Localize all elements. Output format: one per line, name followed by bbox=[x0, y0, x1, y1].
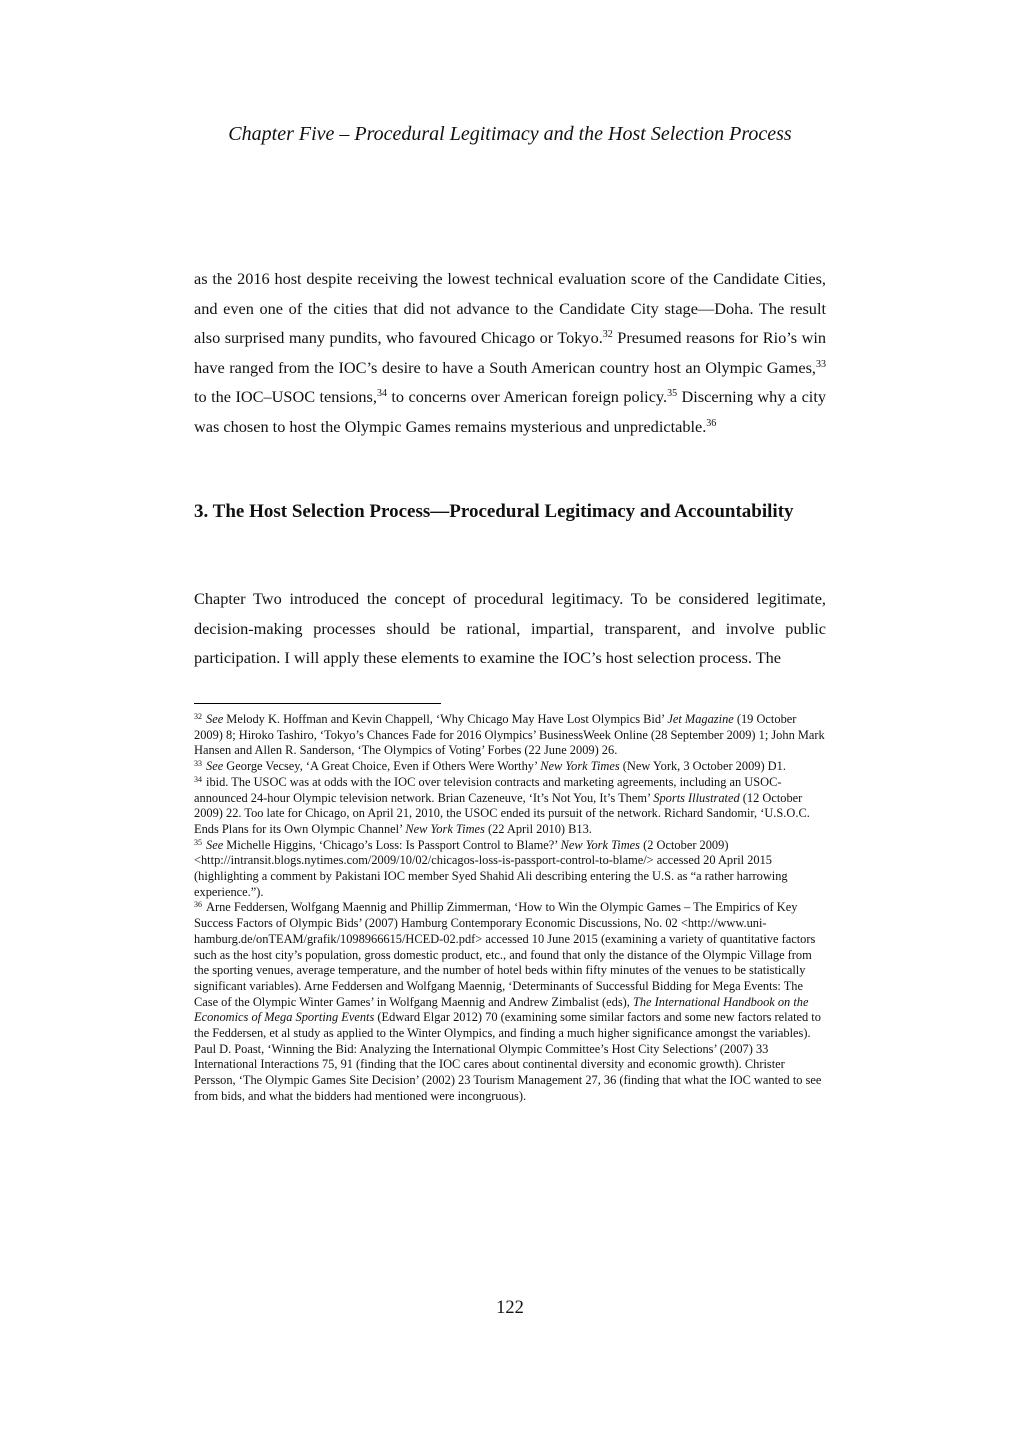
signal-word: See bbox=[206, 837, 224, 852]
footnote-text: Melody K. Hoffman and Kevin Chappell, ‘Why Chicago May Have Lost Olympics Bid’ bbox=[223, 712, 668, 726]
body-paragraph-2: Chapter Two introduced the concept of procedural legitimacy. To be considered legitimate, decision-making processes should be rational, impartial, transparent, and involve public participation. I will apply these elements to examine the IOC’s host selection process. The bbox=[194, 589, 826, 668]
footnote-text: Michelle Higgins, ‘Chicago’s Loss: Is Passport Control to Blame?’ bbox=[223, 837, 561, 852]
footnote-number: 36 bbox=[194, 900, 202, 910]
footnote-ref-34[interactable]: 34 bbox=[376, 388, 387, 400]
paragraph-text: as the 2016 host despite receiving the lowest technical evaluation score of the Candidate Cities, and even one of the cities that did not advance to the Candidate City stage—Doha. The result also surprised many pundits, who favoured Chicago or Tokyo. bbox=[194, 269, 826, 348]
footnote-35 bbox=[194, 838, 826, 901]
footnote-text: Arne Feddersen, Wolfgang Maennig and Phillip Zimmerman, ‘How to Win the Olympic Games – The Empirics of Key Success Factors of Olympic Bids’ (2007) Hamburg Contemporary Economic Discussions, No. 02 <http://www.uni-hamburg.de/onTEAM/grafik/1098966615/HCED-02.pdf> accessed 10 June 2015 (examining a variety of quantitative factors such as the host city’s population, gross domestic product, etc., and found that only the distance of the Olympic Village from the sporting venues, average temperature, and the number of hotel beds within fifty minutes of the venues to be statistically significant variables). Arne Feddersen and Wolfgang Maennig, ‘Determinants of Successful Bidding for Mega Events: The Case of the Olympic Winter Games’ in Wolfgang Maennig and Andrew Zimbalist (eds), bbox=[194, 900, 816, 1009]
paragraph-text: Discerning why a city was chosen to host the Olympic Games remains mysterious and unpredictable. bbox=[194, 387, 826, 436]
footnote-italic: New York Times bbox=[405, 821, 485, 836]
footnote-34 bbox=[194, 775, 826, 838]
footnote-ref-35[interactable]: 35 bbox=[667, 388, 678, 400]
paragraph-text: to concerns over American foreign policy. bbox=[386, 387, 668, 407]
section-heading: 3. The Host Selection Process—Procedural Legitimacy and Accountability bbox=[194, 501, 794, 522]
footnote-ref-36[interactable]: 36 bbox=[706, 417, 717, 429]
footnote-separator bbox=[194, 703, 441, 704]
paragraph-text: to the IOC–USOC tensions, bbox=[194, 387, 377, 407]
footnote-text: ibid. The USOC was at odds with the IOC over television contracts and marketing agreements, including an USOC-announced 24-hour Olympic television network. Brian Cazeneuve, ‘It’s Not You, It’s Them’ bbox=[194, 774, 782, 805]
footnote-text: (Edward Elgar 2012) 70 (examining some similar factors and some new factors related to the Feddersen, et al study as applied to the Winter Olympics, and finding a much higher significance amongst the variables). Paul D. Poast, ‘Winning the Bid: Analyzing the International Olympic Committee’s Host City Selections’ (2007) 33 International Interactions 75, 91 (finding that the IOC cares about continental diversity and economic growth). Christer Persson, ‘The Olympic Games Site Decision’ (2002) 23 Tourism Management 27, 36 (finding that what the IOC wanted to see from bids, and what the bidders had mentioned were incongruous). bbox=[194, 1010, 822, 1103]
footnote-text: (22 April 2010) B13. bbox=[484, 821, 592, 836]
footnote-italic: Jet Magazine bbox=[667, 712, 734, 726]
footnote-32 bbox=[194, 712, 826, 759]
footnote-ref-33[interactable]: 33 bbox=[816, 358, 826, 370]
footnote-number: 35 bbox=[194, 837, 202, 847]
footnote-number: 34 bbox=[194, 774, 202, 784]
signal-word: See bbox=[206, 759, 224, 774]
footnote-36 bbox=[194, 900, 826, 1104]
footnote-text: (19 October 2009) 8; Hiroko Tashiro, ‘Tokyo’s Chances Fade for 2016 Olympics’ BusinessWeek Online (28 September 2009) 1; John Mark Hansen and Allen R. Sanderson, ‘The Olympics of Voting’ Forbes (22 June 2009) 26. bbox=[194, 712, 825, 758]
footnote-text: (2 October 2009) <http://intransit.blogs.nytimes.com/2009/10/02/chicagos-loss-is-passport-control-to-blame/> accessed 20 April 2015 (highlighting a comment by Pakistani IOC member Syed Shahid Ali describing entering the U.S. as “a rather harrowing experience.”). bbox=[194, 837, 788, 899]
footnote-italic: New York Times bbox=[540, 759, 620, 774]
footnote-text: (12 October 2009) 22. Too late for Chicago, on April 21, 2010, the USOC ended its pursuit of the network. Richard Sandomir, ‘U.S.O.C. Ends Plans for its Own Olympic Channel’ bbox=[194, 790, 810, 836]
signal-word: See bbox=[206, 712, 224, 726]
footnote-italic: The International Handbook on the Economics of Mega Sporting Events bbox=[194, 994, 809, 1025]
body-paragraph-1 bbox=[194, 264, 826, 442]
footnote-number: 33 bbox=[194, 759, 202, 769]
paragraph-text: Presumed reasons for Rio’s win have ranged from the IOC’s desire to have a South American country host an Olympic Games, bbox=[194, 328, 826, 377]
footnote-text: (New York, 3 October 2009) D1. bbox=[619, 759, 786, 774]
footnote-italic: New York Times bbox=[560, 837, 641, 852]
footnote-number: 32 bbox=[194, 712, 202, 721]
footnote-ref-32[interactable]: 32 bbox=[602, 329, 613, 341]
running-header: Chapter Five – Procedural Legitimacy and the Host Selection Process bbox=[228, 123, 792, 145]
footnote-italic: Sports Illustrated bbox=[653, 790, 740, 805]
footnote-text: George Vecsey, ‘A Great Choice, Even if Others Were Worthy’ bbox=[223, 759, 541, 774]
page-number: 122 bbox=[496, 1298, 524, 1318]
footnote-33 bbox=[194, 759, 826, 775]
footnotes bbox=[194, 712, 826, 1105]
